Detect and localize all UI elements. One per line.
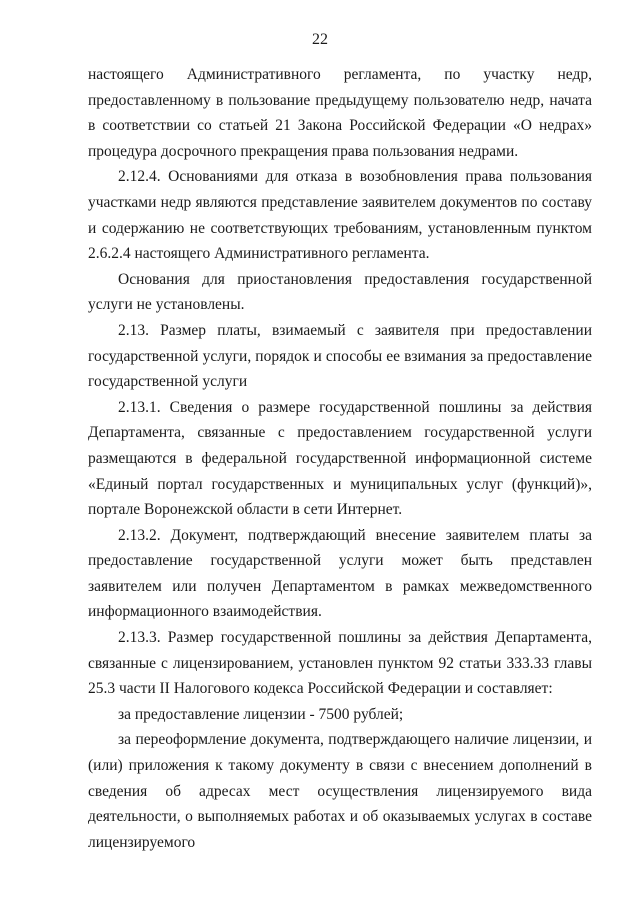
paragraph-2-12-4: 2.12.4. Основаниями для отказа в возобновления права пользования участками недр являются представление заявителем документов по составу и содержанию не соответствующих требованиям, установленным пунктом 2.6.2.4 настоящего Административного регламента.: [88, 168, 592, 263]
paragraph-2-13-1: 2.13.1. Сведения о размере государственной пошлины за действия Департамента, связанные с предоставлением государственной услуги размещаются в федеральной государственной информационной системе «Единый портал государственных и муниципальных услуг (функций)», портале Воронежской области в сети Интернет.: [88, 398, 592, 519]
paragraph-continuation: настоящего Административного регламента, по участку недр, предоставленному в пользование предыдущему пользователю недр, начата в соответствии со статьей 21 Закона Российской Федерации «О недрах» процедура досрочного прекращения права пользования недрами.: [88, 66, 592, 160]
paragraph-license-fee: за предоставление лицензии - 7500 рублей;: [118, 705, 404, 723]
paragraph-2-13-heading: 2.13. Размер платы, взимаемый с заявителя при предоставлении государственной услуги, порядок и способы ее взимания за предоставление государственной услуги: [88, 321, 592, 391]
paragraph-2-13-3: 2.13.3. Размер государственной пошлины за действия Департамента, связанные с лицензированием, установлен пунктом 92 статьи 333.33 главы 25.3 части II Налогового кодекса Российской Федерации и составляет:: [88, 629, 592, 698]
page-number: 22: [312, 31, 328, 48]
document-body: [88, 62, 592, 855]
paragraph-suspension-grounds: Основания для приостановления предоставления государственной услуги не установлены.: [88, 270, 592, 314]
paragraph-reissue-fee: за переоформление документа, подтверждающего наличие лицензии, и (или) приложения к такому документу в связи с внесением дополнений в сведения об адресах мест осуществления лицензируемого вида деятельности, о выполняемых работах и об оказываемых услугах в составе лицензируемого: [88, 731, 592, 851]
paragraph-2-13-2: 2.13.2. Документ, подтверждающий внесение заявителем платы за предоставление государственной услуги может быть представлен заявителем или получен Департаментом в рамках межведомственного информационного взаимодействия.: [88, 526, 592, 621]
